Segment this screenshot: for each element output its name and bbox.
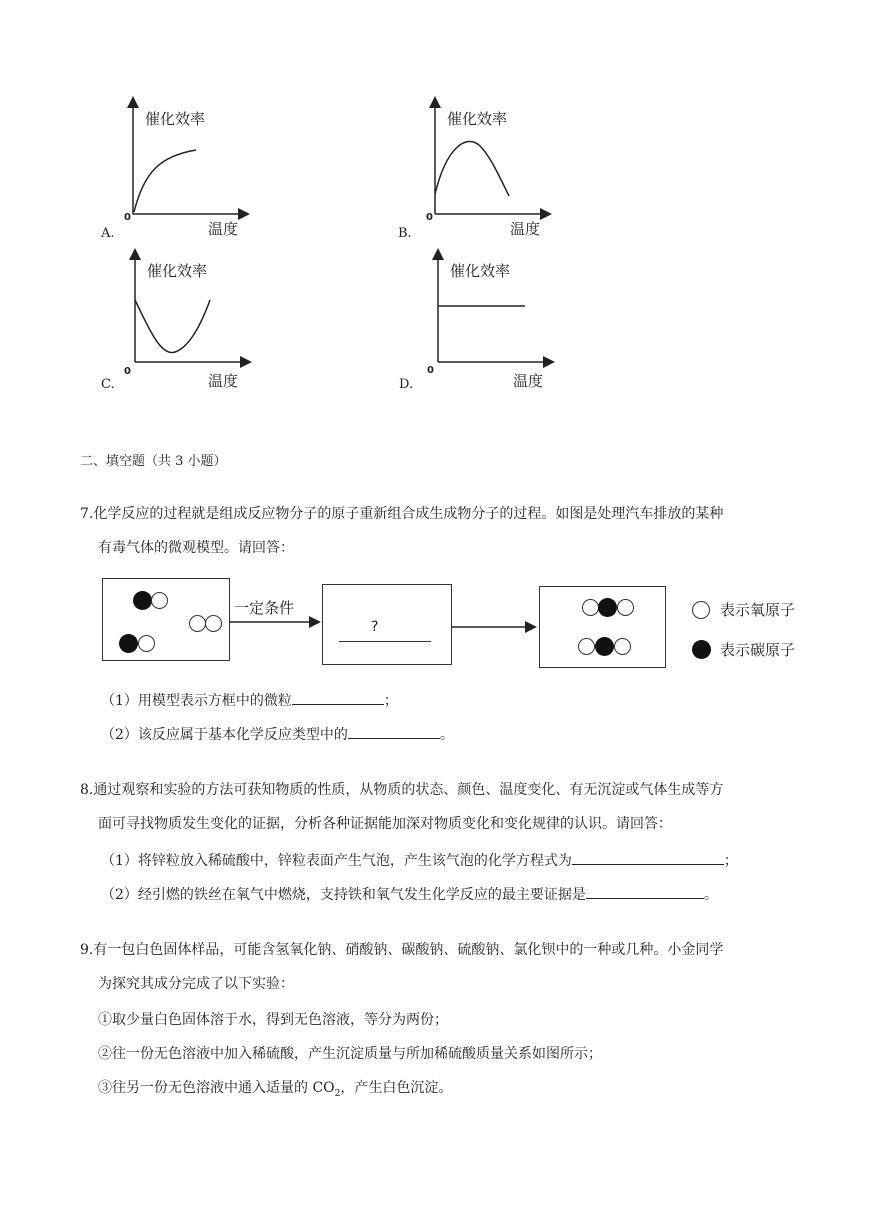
graph-a-letter: A. [101,226,115,241]
section-header: 二、填空题（共 3 小题） [80,454,227,469]
q8-sub2-suffix: 。 [703,887,718,903]
question-mark: ? [371,619,379,635]
oxygen-atom [578,638,595,655]
graph-b-y-label: 催化效率 [447,110,508,128]
reactant-box [102,578,230,661]
graph-option-b [422,100,582,238]
carbon-atom [133,591,152,610]
q7-sub2-text: （2）该反应属于基本化学反应类型中的 [101,727,348,743]
graph-b-letter: B. [398,226,412,241]
graph-option-a [120,100,280,238]
carbon-atom [598,598,617,617]
q9-step3-suffix: ，产生白色沉淀。 [340,1080,453,1096]
legend-carbon-icon [692,640,711,659]
graph-c-letter: C. [101,377,115,392]
reaction-arrow-1 [229,612,329,632]
q7-sub2 [101,724,454,745]
q7-sub1 [101,690,398,711]
q9-line1: 9.有一包白色固体样品，可能含氢氧化钠、硝酸钠、碳酸钠、硫酸钠、氯化钡中的一种或几种。小金同学 [80,942,724,958]
q8-line1: 8.通过观察和实验的方法可获知物质的性质，从物质的状态、颜色、温度变化、有无沉淀或气体生成等方 [80,782,724,798]
oxygen-atom [189,615,206,632]
graph-a-y-label: 催化效率 [145,110,206,128]
q7-sub1-text: （1）用模型表示方框中的微粒 [101,693,292,709]
q7-line2: 有毒气体的微观模型。请回答： [98,540,294,556]
graph-c-origin: 0 [124,366,131,377]
graph-a-origin: 0 [124,212,131,223]
legend-oxygen-icon [692,601,710,619]
q8-sub2-blank[interactable] [586,884,704,899]
reaction-arrow-2 [451,617,551,637]
graph-d-x-label: 温度 [513,372,544,390]
q8-sub2-text: （2）经引燃的铁丝在氧气中燃烧，支持铁和氧气发生化学反应的最主要证据是 [101,887,586,903]
carbon-atom [119,634,138,653]
graph-a-curve [134,150,196,212]
oxygen-atom [617,599,634,616]
q9-step1: ①取少量白色固体溶于水，得到无色溶液，等分为两份； [98,1012,448,1028]
q9-step3-subscript: 2 [334,1088,341,1099]
q7-sub1-blank[interactable] [292,690,384,705]
q9-step3-text: ③往另一份无色溶液中通入适量的 CO [98,1080,335,1096]
graph-option-c [122,252,282,390]
unknown-box [322,584,452,665]
q8-sub1 [101,850,738,871]
q9-step3 [98,1078,452,1104]
q7-sub2-suffix: 。 [439,727,454,743]
q9-step2: ②往一份无色溶液中加入稀硫酸，产生沉淀质量与所加稀硫酸质量关系如图所示； [98,1046,602,1062]
graph-d-y-label: 催化效率 [450,262,511,280]
carbon-atom [595,637,614,656]
answer-line [339,641,431,642]
oxygen-atom [138,635,155,652]
graph-b-x-label: 温度 [510,220,541,238]
q8-sub1-blank[interactable] [572,850,724,865]
graph-b-origin: 0 [426,212,433,223]
legend-oxygen-label: 表示氧原子 [720,601,796,619]
arrow-label: 一定条件 [234,599,295,617]
graph-d-letter: D. [399,377,414,392]
q8-sub1-text: （1）将锌粒放入稀硫酸中，锌粒表面产生气泡，产生该气泡的化学方程式为 [101,853,572,869]
legend-carbon-label: 表示碳原子 [720,641,796,659]
q7-sub2-blank[interactable] [348,724,440,739]
q9-line2: 为探究其成分完成了以下实验： [98,976,294,992]
graph-c-curve [135,300,210,353]
graph-c-y-label: 催化效率 [147,262,208,280]
q7-line1: 7.化学反应的过程就是组成反应物分子的原子重新组合成生成物分子的过程。如图是处理汽车排放的某种 [80,506,724,522]
product-box [539,586,666,668]
graph-option-d [425,252,585,390]
q8-line2: 面可寻找物质发生变化的证据，分析各种证据能加深对物质变化和变化规律的认识。请回答： [98,816,672,832]
graph-c-x-label: 温度 [208,372,239,390]
oxygen-atom [205,615,222,632]
q7-sub1-suffix: ； [383,693,398,709]
q8-sub2 [101,884,718,905]
oxygen-atom [582,599,599,616]
graph-a-x-label: 温度 [208,220,239,238]
oxygen-atom [151,592,168,609]
graph-d-origin: 0 [427,365,434,376]
q8-sub1-suffix: ； [723,853,738,869]
graph-b-curve [435,142,509,196]
oxygen-atom [614,638,631,655]
